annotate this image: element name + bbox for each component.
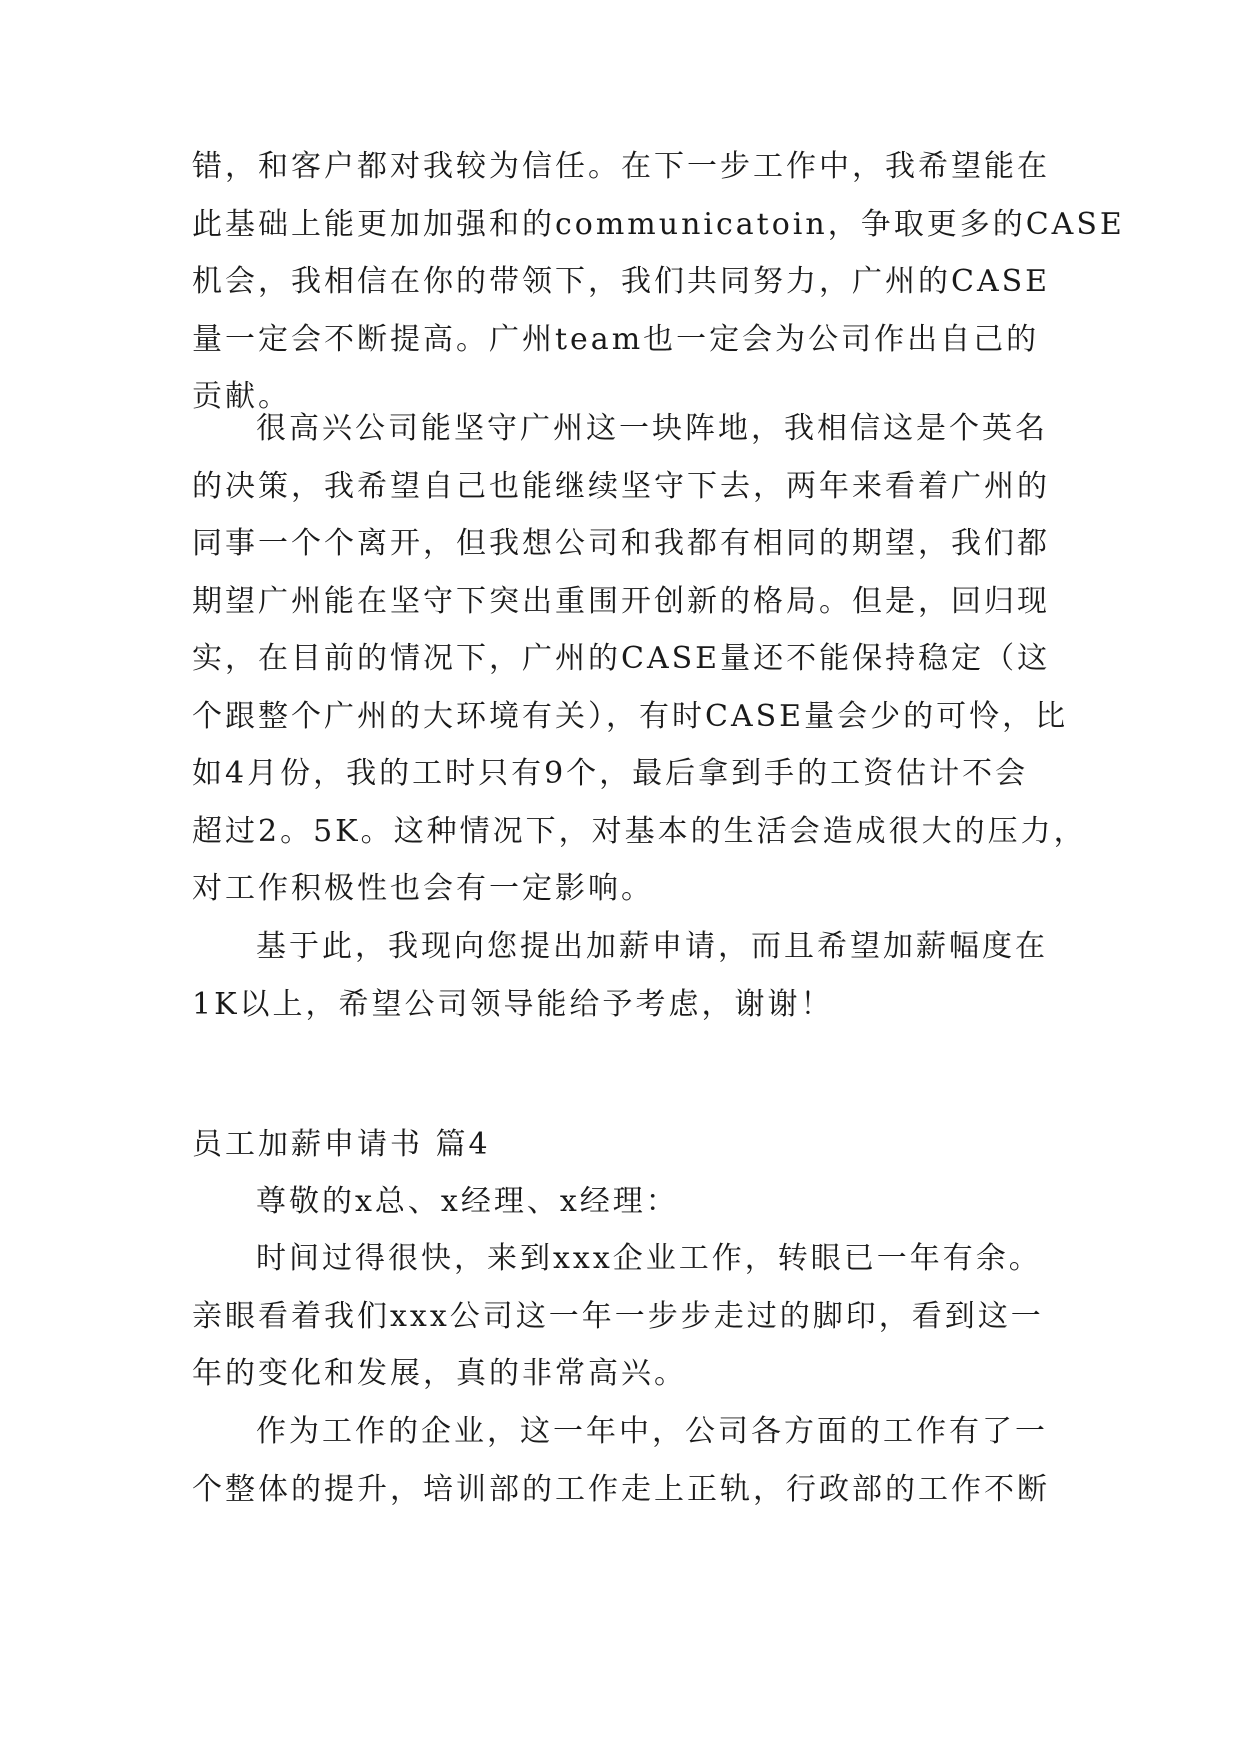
salutation-block	[192, 1173, 1052, 1231]
text-line: 很高兴公司能坚守广州这一块阵地，我相信这是个英名	[256, 411, 1048, 446]
text-line: 超过2。5K。这种情况下，对基本的生活会造成很大的压力，	[192, 813, 1087, 849]
text-line: 量一定会不断提高。广州team也一定会为公司作出自己的	[192, 321, 1040, 357]
text-line: 年的变化和发展，真的非常高兴。	[192, 1356, 687, 1391]
paragraph-2	[192, 400, 1087, 918]
paragraph-5	[192, 1403, 1052, 1518]
text-line: 贡献。	[192, 379, 291, 414]
text-line: 1K以上，希望公司领导能给予考虑，谢谢！	[192, 986, 834, 1022]
text-line: 亲眼看着我们xxx公司这一年一步步走过的脚印，看到这一	[192, 1298, 1044, 1334]
text-line: 的决策，我希望自己也能继续坚守下去，两年来看着广州的	[192, 468, 1050, 504]
text-line: 作为工作的企业，这一年中，公司各方面的工作有了一	[256, 1414, 1048, 1449]
text-line: 时间过得很快，来到xxx企业工作，转眼已一年有余。	[256, 1241, 1042, 1276]
text-line: 实，在目前的情况下，广州的CASE量还不能保持稳定（这	[192, 641, 1051, 676]
text-line: 期望广州能在坚守下突出重围开创新的格局。但是，回归现	[192, 583, 1050, 619]
section-heading: 员工加薪申请书 篇4	[192, 1127, 491, 1162]
salutation: 尊敬的x总、x经理、x经理：	[256, 1184, 679, 1219]
text-line: 个跟整个广州的大环境有关），有时CASE量会少的可怜，比	[192, 698, 1069, 734]
paragraph-3	[192, 918, 1052, 1033]
text-line: 对工作积极性也会有一定影响。	[192, 871, 654, 906]
text-line: 此基础上能更加加强和的communicatoin，争取更多的CASE	[192, 206, 1125, 242]
text-line: 如4月份，我的工时只有9个，最后拿到手的工资估计不会	[192, 756, 1029, 791]
paragraph-4	[192, 1230, 1052, 1403]
text-line: 机会，我相信在你的带领下，我们共同努力，广州的CASE	[192, 264, 1051, 299]
text-line: 错，和客户都对我较为信任。在下一步工作中，我希望能在	[192, 149, 1050, 184]
text-line: 个整体的提升，培训部的工作走上正轨，行政部的工作不断	[192, 1471, 1050, 1507]
paragraph-continued	[192, 138, 1125, 426]
text-line: 基于此，我现向您提出加薪申请，而且希望加薪幅度在	[256, 929, 1048, 964]
text-line: 同事一个个离开，但我想公司和我都有相同的期望，我们都	[192, 526, 1050, 561]
